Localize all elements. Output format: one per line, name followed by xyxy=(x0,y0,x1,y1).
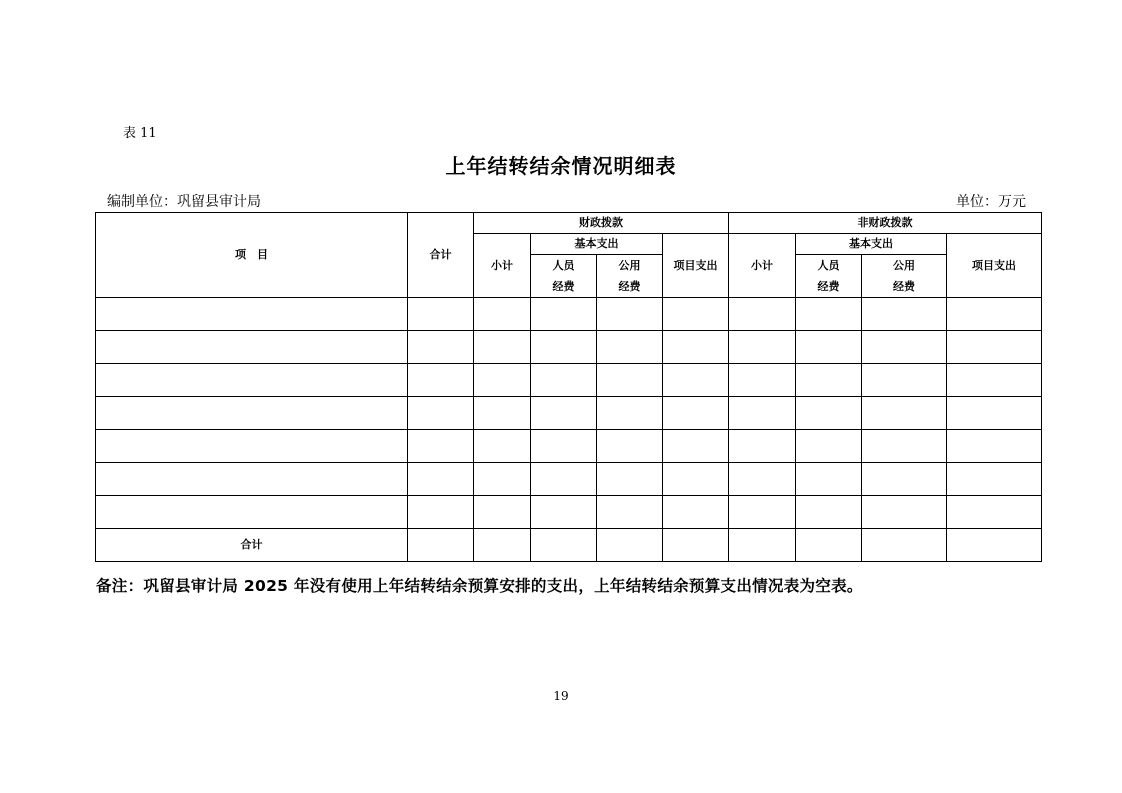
table-cell xyxy=(796,463,862,496)
table-cell xyxy=(862,496,947,529)
table-cell xyxy=(947,430,1042,463)
table-cell xyxy=(663,364,729,397)
table-cell xyxy=(796,430,862,463)
table-cell-item xyxy=(96,364,408,397)
table-cell xyxy=(531,463,597,496)
public-label-line2: 经费 xyxy=(618,280,641,293)
table-cell xyxy=(729,529,796,562)
table-cell xyxy=(474,364,531,397)
personnel-label-line2: 经费 xyxy=(552,280,575,293)
table-cell xyxy=(862,298,947,331)
table-cell xyxy=(408,397,474,430)
total-row-label: 合计 xyxy=(96,529,408,562)
table-cell xyxy=(663,529,729,562)
table-cell xyxy=(531,331,597,364)
table-row xyxy=(96,364,1042,397)
table-body xyxy=(96,298,1042,529)
header-non-fiscal: 非财政拨款 xyxy=(729,213,1042,234)
organization-label: 编制单位：巩留县审计局 xyxy=(107,194,261,210)
header-fiscal-subtotal: 小计 xyxy=(474,234,531,298)
carryover-table xyxy=(95,212,1042,562)
public-label-line1: 公用 xyxy=(893,259,915,272)
table-cell-item xyxy=(96,463,408,496)
page-number: 19 xyxy=(553,689,569,703)
table-cell xyxy=(531,529,597,562)
document-title: 上年结转结余情况明细表 xyxy=(445,154,677,178)
table-cell xyxy=(597,298,663,331)
table-cell xyxy=(597,331,663,364)
table-cell xyxy=(663,298,729,331)
table-cell xyxy=(796,397,862,430)
header-nonfiscal-personnel xyxy=(796,255,862,298)
table-cell xyxy=(408,496,474,529)
table-cell xyxy=(597,496,663,529)
table-cell xyxy=(729,430,796,463)
table-cell-item xyxy=(96,331,408,364)
table-cell xyxy=(408,463,474,496)
table-cell xyxy=(597,529,663,562)
table-cell xyxy=(796,496,862,529)
table-cell xyxy=(862,364,947,397)
table-cell xyxy=(531,397,597,430)
table-row xyxy=(96,463,1042,496)
table-cell xyxy=(663,496,729,529)
table-cell xyxy=(408,298,474,331)
table-row xyxy=(96,298,1042,331)
header-total: 合计 xyxy=(408,213,474,298)
table-cell xyxy=(474,430,531,463)
personnel-label-line2: 经费 xyxy=(817,280,840,293)
public-label-line2: 经费 xyxy=(893,280,915,293)
unit-label: 单位：万元 xyxy=(956,194,1026,210)
table-cell xyxy=(663,430,729,463)
table-cell xyxy=(408,331,474,364)
table-cell xyxy=(862,397,947,430)
table-cell xyxy=(408,430,474,463)
table-cell xyxy=(796,298,862,331)
table-cell xyxy=(474,331,531,364)
table-cell xyxy=(474,496,531,529)
table-cell xyxy=(947,331,1042,364)
table-cell xyxy=(729,364,796,397)
table-cell xyxy=(862,463,947,496)
header-nonfiscal-basic: 基本支出 xyxy=(796,234,947,255)
table-cell xyxy=(729,298,796,331)
footnote: 备注：巩留县审计局 2025 年没有使用上年结转结余预算安排的支出，上年结转结余预算支出情况表为空表。 xyxy=(96,577,863,595)
table-cell xyxy=(597,463,663,496)
table-cell xyxy=(474,397,531,430)
table-cell xyxy=(796,364,862,397)
table-cell xyxy=(663,463,729,496)
table-cell xyxy=(947,298,1042,331)
table-cell xyxy=(531,364,597,397)
table-cell xyxy=(947,529,1042,562)
header-fiscal-basic: 基本支出 xyxy=(531,234,663,255)
header-fiscal: 财政拨款 xyxy=(474,213,729,234)
public-label-line1: 公用 xyxy=(618,259,641,272)
table-cell xyxy=(729,496,796,529)
header-item: 项 目 xyxy=(96,213,408,298)
table-cell xyxy=(474,463,531,496)
table-cell-item xyxy=(96,397,408,430)
table-cell xyxy=(531,298,597,331)
table-cell xyxy=(531,496,597,529)
table-cell xyxy=(729,463,796,496)
header-nonfiscal-public xyxy=(862,255,947,298)
table-number: 表 11 xyxy=(123,126,157,141)
table-row xyxy=(96,430,1042,463)
table-cell xyxy=(947,397,1042,430)
table-cell xyxy=(597,364,663,397)
header-fiscal-personnel xyxy=(531,255,597,298)
table-cell xyxy=(947,364,1042,397)
table-cell xyxy=(474,298,531,331)
table-cell xyxy=(597,430,663,463)
table-cell-item xyxy=(96,430,408,463)
table-row xyxy=(96,397,1042,430)
header-fiscal-public xyxy=(597,255,663,298)
header-nonfiscal-project: 项目支出 xyxy=(947,234,1042,298)
table-cell xyxy=(947,496,1042,529)
table-cell xyxy=(408,364,474,397)
table-cell xyxy=(862,529,947,562)
table-cell xyxy=(531,430,597,463)
table-cell xyxy=(729,331,796,364)
personnel-label-line1: 人员 xyxy=(817,259,840,272)
table-cell xyxy=(663,331,729,364)
personnel-label-line1: 人员 xyxy=(552,259,575,272)
table-cell xyxy=(408,529,474,562)
table-cell xyxy=(474,529,531,562)
table-cell xyxy=(597,397,663,430)
table-cell-item xyxy=(96,298,408,331)
total-row xyxy=(96,529,1042,562)
header-nonfiscal-subtotal: 小计 xyxy=(729,234,796,298)
table-cell xyxy=(729,397,796,430)
table-row xyxy=(96,331,1042,364)
table-cell xyxy=(947,463,1042,496)
table-cell xyxy=(796,529,862,562)
table-cell xyxy=(796,331,862,364)
table-row xyxy=(96,496,1042,529)
table-cell-item xyxy=(96,496,408,529)
header-fiscal-project: 项目支出 xyxy=(663,234,729,298)
table-cell xyxy=(862,430,947,463)
table-cell xyxy=(663,397,729,430)
table-cell xyxy=(862,331,947,364)
header-row-1 xyxy=(96,213,1042,234)
